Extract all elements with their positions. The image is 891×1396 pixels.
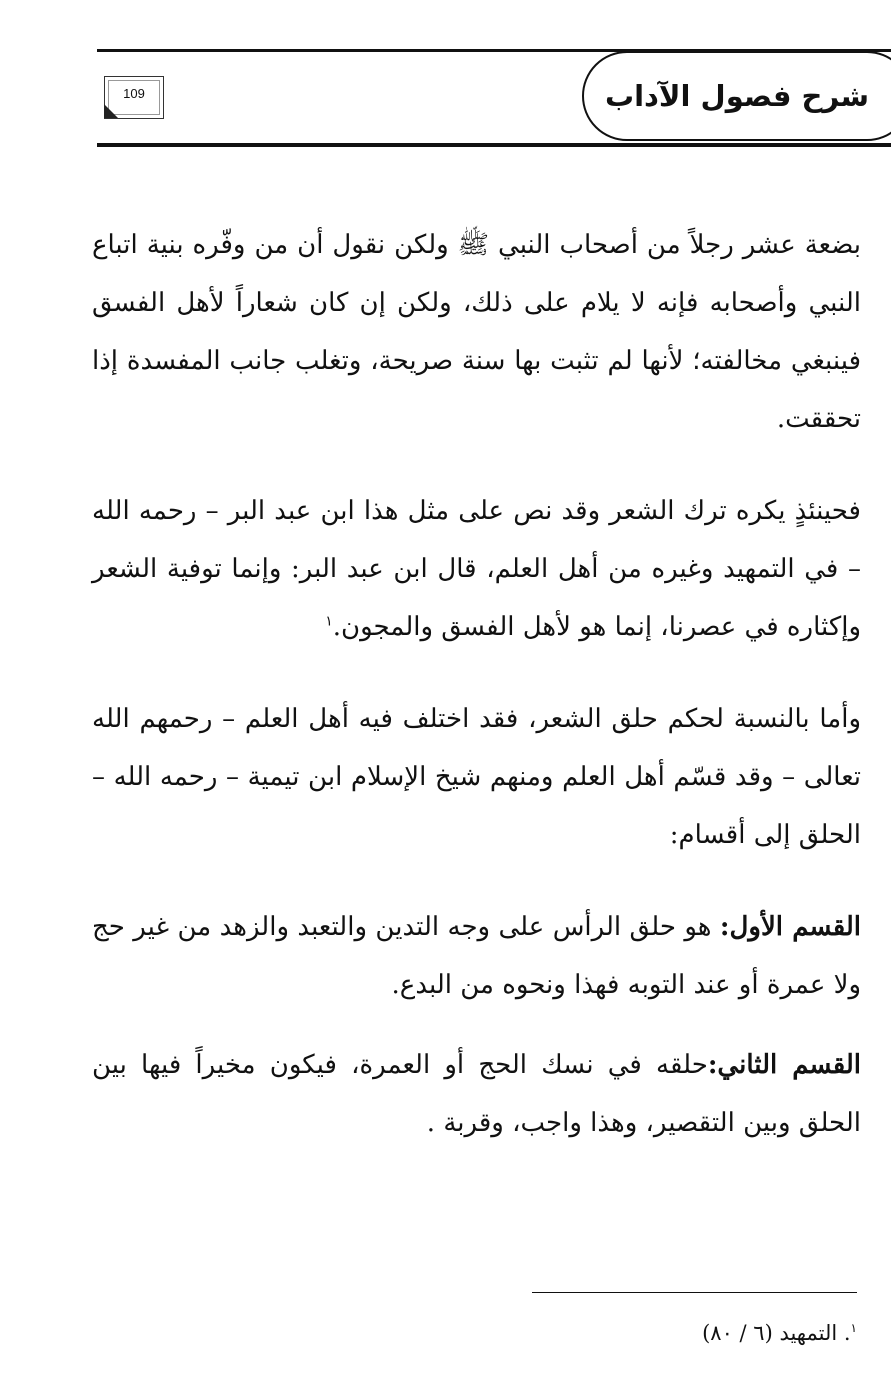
body-text: [92, 216, 861, 1152]
section-2-term: القسم الثاني:: [707, 1050, 861, 1080]
page-title: شرح فصول الآداب: [604, 79, 869, 113]
paragraph-2: [92, 482, 861, 656]
paragraph-1-text: بضعة عشر رجلاً من أصحاب النبي ﷺ ولكن نقول أن من وفّره بنية اتباع النبي وأصحابه فإنه لا يلام على ذلك، ولكن إن كان شعاراً لأهل الفسق فينبغي مخالفته؛ لأنها لم تثبت بها سنة صريحة، وتغلب جانب المفسدة إذا تحققت.: [92, 230, 861, 434]
footnote-number: ١: [850, 1321, 857, 1335]
paragraph-1: [92, 216, 861, 448]
footnote-separator: [532, 1292, 857, 1293]
header-rule-bottom: [97, 143, 891, 147]
page-number: 109: [123, 86, 145, 101]
paragraph-3: [92, 690, 861, 864]
paragraph-5-text: حلقه في نسك الحج أو العمرة، فيكون مخيراً فيها بين الحلق وبين التقصير، وهذا واجب، وقربة .: [92, 1050, 861, 1138]
paragraph-4: [92, 898, 861, 1014]
paragraph-4-text: هو حلق الرأس على وجه التدين والتعبد والزهد من غير حج ولا عمرة أو عند التوبه فهذا ونحوه من البدع.: [92, 912, 861, 1000]
paragraph-2-text: فحينئذٍ يكره ترك الشعر وقد نص على مثل هذا ابن عبد البر – رحمه الله – في التمهيد وغيره من أهل العلم، قال ابن عبد البر: وإنما توفية الشعر وإكثاره في عصرنا، إنما هو لأهل الفسق والمجون.: [92, 496, 861, 642]
page-fold-icon: [104, 104, 118, 118]
paragraph-3-text: وأما بالنسبة لحكم حلق الشعر، فقد اختلف فيه أهل العلم – رحمهم الله تعالى – وقد قسّم أهل العلم ومنهم شيخ الإسلام ابن تيمية – رحمه الله – الحلق إلى أقسام:: [92, 704, 861, 850]
footnote-text: . التمهيد (٦ / ٨٠): [702, 1321, 851, 1345]
footnote-reference[interactable]: ١: [325, 613, 333, 630]
footnote: [702, 1318, 857, 1348]
section-1-term: القسم الأول:: [719, 912, 861, 942]
paragraph-5: [92, 1036, 861, 1152]
